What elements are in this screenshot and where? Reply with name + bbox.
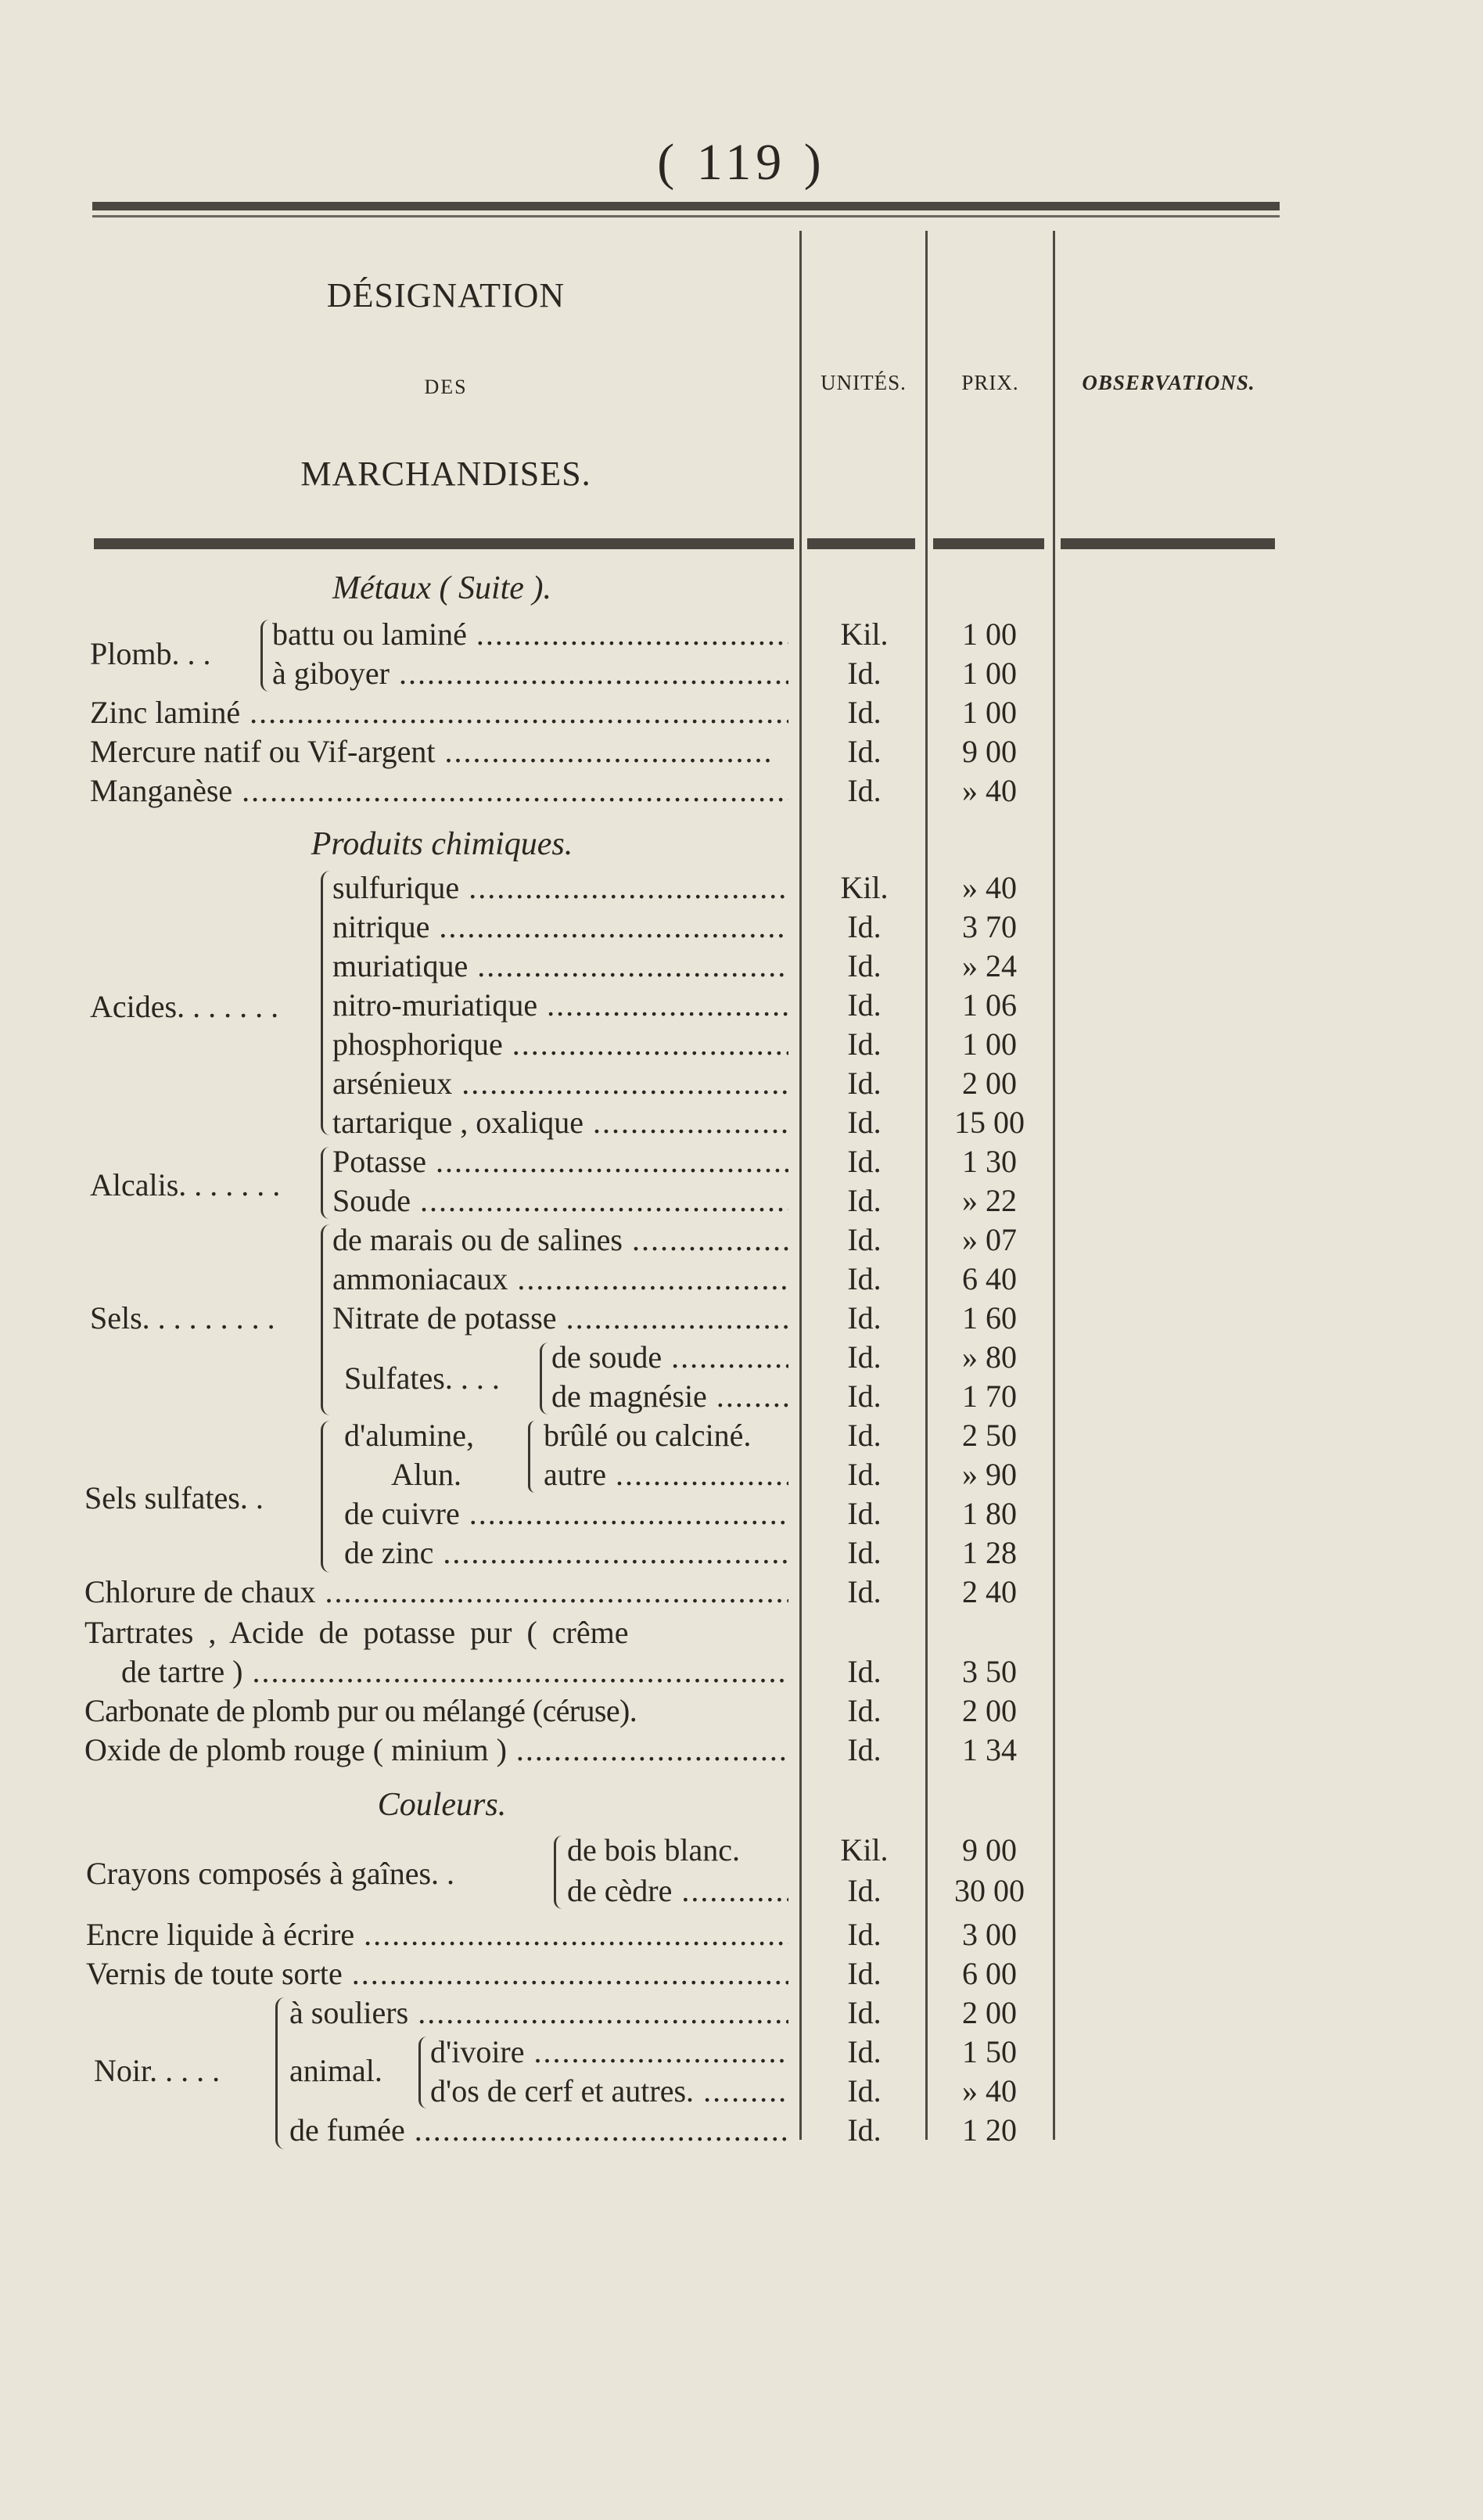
group-sels-sulfates: Sels sulfates. . — [84, 1480, 264, 1515]
table-row: Vernis de toute sorte ..... Id. 6 00 — [0, 1954, 1483, 1993]
table-row: autre ..... Id. » 90 — [0, 1455, 1483, 1494]
table-row: Tartrates , Acide de potasse pur ( crême — [84, 1615, 629, 1650]
table-row: Manganèse ..... Id. » 40 — [0, 771, 1483, 811]
table-row: à giboyer ..... Id. 1 00 — [0, 654, 1483, 693]
table-row: Oxide de plomb rouge ( minium ) ..... Id. 1 34 — [0, 1731, 1483, 1770]
header-marchandises: MARCHANDISES. — [300, 455, 591, 493]
table-row: Chlorure de chaux ..... Id. 2 40 — [0, 1573, 1483, 1612]
table-row: muriatique ..... Id. » 24 — [0, 947, 1483, 986]
table-row: d'ivoire ..... Id. 1 50 — [0, 2033, 1483, 2072]
table-row: de fumée ..... Id. 1 20 — [0, 2111, 1483, 2150]
header-observations: OBSERVATIONS. — [1082, 371, 1255, 394]
table-row: Nitrate de potasse ..... Id. 1 60 — [0, 1299, 1483, 1338]
section-couleurs: Couleurs. — [377, 1787, 507, 1823]
header-rule-observations — [1061, 538, 1275, 549]
table-row: de marais ou de salines ..... Id. » 07 — [0, 1220, 1483, 1260]
section-metaux: Métaux ( Suite ). — [332, 570, 551, 606]
table-row: de magnésie ..... Id. 1 70 — [0, 1377, 1483, 1416]
page-number: ( 119 ) — [657, 134, 826, 191]
table-row: Potasse ..... Id. 1 30 — [0, 1142, 1483, 1181]
group-animal: animal. — [289, 2053, 382, 2088]
header-des: DES — [424, 376, 468, 398]
table-row: de cèdre ..... Id. 30 00 — [0, 1871, 1483, 1911]
header-rule-prix — [933, 538, 1044, 549]
table-row: de zinc ..... Id. 1 28 — [0, 1533, 1483, 1573]
table-row: sulfurique ..... Kil. » 40 — [0, 868, 1483, 908]
header-designation: DÉSIGNATION — [326, 276, 566, 315]
table-row: de bois blanc. Kil. 9 00 — [567, 1832, 1017, 1868]
table-row: nitro-muriatique ..... Id. 1 06 — [0, 986, 1483, 1025]
section-produits-chimiques: Produits chimiques. — [311, 826, 573, 862]
table-row: ammoniacaux ..... Id. 6 40 — [0, 1260, 1483, 1299]
header-rule-unites — [807, 538, 915, 549]
header-unites: UNITÉS. — [820, 371, 907, 394]
group-crayons: Crayons composés à gaînes. . — [86, 1856, 455, 1891]
group-alun: Alun. — [391, 1457, 461, 1492]
table-row: Zinc laminé ..... Id. 1 00 — [0, 693, 1483, 732]
table-row: Soude ..... Id. » 22 — [0, 1181, 1483, 1220]
table-row: à souliers ..... Id. 2 00 — [0, 1993, 1483, 2033]
table-row: Encre liquide à écrire ..... Id. 3 00 — [0, 1915, 1483, 1954]
table-row: Mercure natif ou Vif-argent ..... Id. 9 00 — [0, 732, 1483, 771]
header-rule-designation — [94, 538, 794, 549]
top-rule — [92, 202, 1280, 210]
group-acides: Acides. . . . . . . — [90, 989, 279, 1024]
table-row: de cuivre ..... Id. 1 80 — [0, 1494, 1483, 1533]
table-row: phosphorique ..... Id. 1 00 — [0, 1025, 1483, 1064]
table-row: nitrique ..... Id. 3 70 — [0, 908, 1483, 947]
group-alcalis: Alcalis. . . . . . . — [90, 1167, 281, 1202]
table-row: d'alumine, brûlé ou calciné. Id. 2 50 — [344, 1418, 1017, 1453]
table-row: tartarique , oxalique ..... Id. 15 00 — [0, 1103, 1483, 1142]
top-rule-thin — [92, 215, 1280, 217]
group-sulfates: Sulfates. . . . — [344, 1361, 500, 1396]
table-row: d'os de cerf et autres. ..... Id. » 40 — [0, 2072, 1483, 2111]
group-noir: Noir. . . . . — [94, 2053, 221, 2088]
table-row: de tartre ) ..... Id. 3 50 — [0, 1652, 1483, 1691]
table-row: de soude ..... Id. » 80 — [0, 1338, 1483, 1377]
group-sels: Sels. . . . . . . . . — [90, 1300, 275, 1335]
group-plomb: Plomb. . . — [90, 636, 211, 671]
table-row: arsénieux ..... Id. 2 00 — [0, 1064, 1483, 1103]
table-row: Carbonate de plomb pur ou mélangé (céruse). Id. 2 00 — [84, 1693, 1017, 1728]
table-row: battu ou laminé ..... Kil. 1 00 — [0, 615, 1483, 654]
header-prix: PRIX. — [961, 371, 1019, 394]
